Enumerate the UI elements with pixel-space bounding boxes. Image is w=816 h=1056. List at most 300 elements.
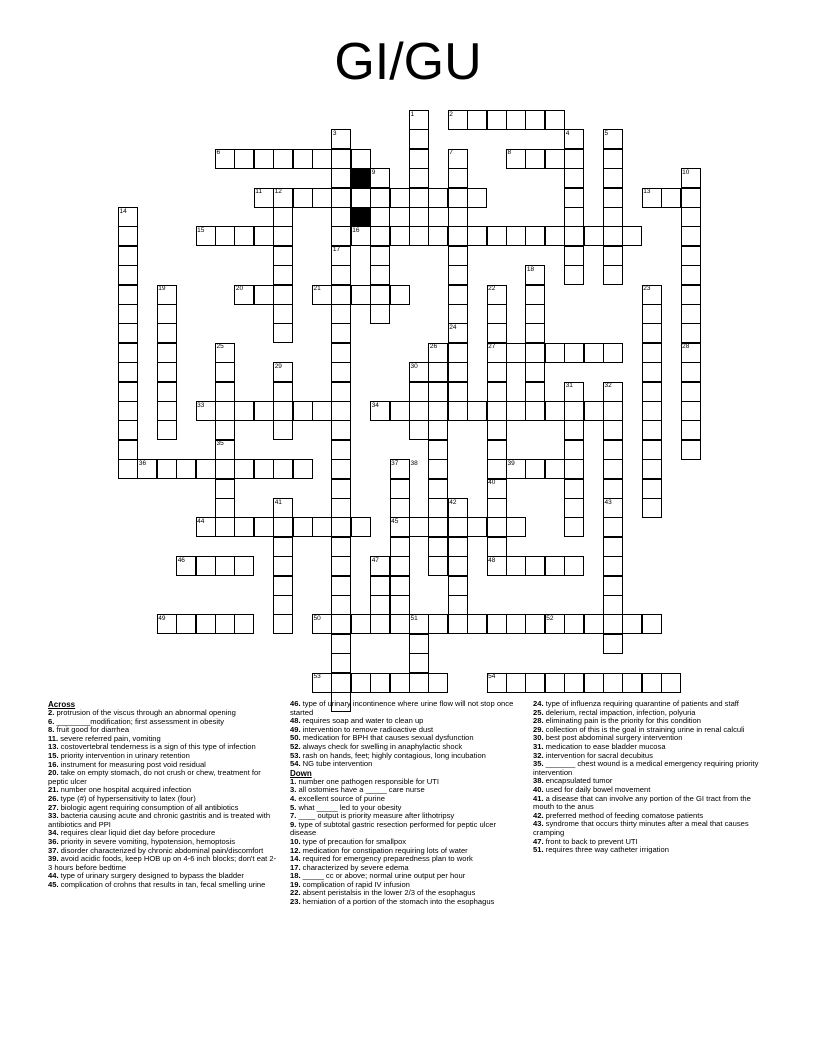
grid-cell[interactable] (137, 459, 157, 479)
grid-cell[interactable] (506, 517, 526, 537)
grid-cell[interactable] (525, 343, 545, 363)
grid-cell[interactable] (312, 188, 332, 208)
grid-cell[interactable] (622, 673, 642, 693)
grid-cell[interactable] (564, 517, 584, 537)
grid-cell[interactable] (409, 362, 429, 382)
grid-cell[interactable] (428, 673, 448, 693)
grid-cell[interactable] (603, 382, 623, 402)
grid-cell[interactable] (525, 401, 545, 421)
grid-cell[interactable] (642, 382, 662, 402)
grid-cell[interactable] (351, 285, 371, 305)
grid-cell[interactable] (564, 673, 584, 693)
grid-cell[interactable] (409, 420, 429, 440)
grid-cell[interactable] (603, 673, 623, 693)
grid-cell[interactable] (370, 265, 390, 285)
grid-cell[interactable] (293, 188, 313, 208)
grid-cell[interactable] (331, 556, 351, 576)
grid-cell[interactable] (234, 556, 254, 576)
grid-cell[interactable] (196, 517, 216, 537)
grid-cell[interactable] (428, 556, 448, 576)
grid-cell[interactable] (273, 362, 293, 382)
grid-cell[interactable] (642, 323, 662, 343)
grid-cell[interactable] (157, 285, 177, 305)
grid-cell[interactable] (273, 149, 293, 169)
grid-cell[interactable] (428, 226, 448, 246)
grid-cell[interactable] (564, 129, 584, 149)
grid-cell[interactable] (487, 420, 507, 440)
grid-cell[interactable] (351, 149, 371, 169)
grid-cell[interactable] (448, 285, 468, 305)
grid-cell[interactable] (487, 362, 507, 382)
grid-cell[interactable] (448, 207, 468, 227)
grid-cell[interactable] (545, 556, 565, 576)
grid-cell[interactable] (196, 459, 216, 479)
grid-cell[interactable] (215, 226, 235, 246)
grid-cell[interactable] (642, 440, 662, 460)
grid-cell[interactable] (293, 401, 313, 421)
grid-cell[interactable] (331, 498, 351, 518)
grid-cell[interactable] (564, 149, 584, 169)
grid-cell[interactable] (196, 401, 216, 421)
grid-cell[interactable] (603, 556, 623, 576)
grid-cell[interactable] (525, 304, 545, 324)
grid-cell[interactable] (273, 226, 293, 246)
grid-cell[interactable] (234, 226, 254, 246)
grid-cell[interactable] (681, 207, 701, 227)
grid-cell[interactable] (331, 343, 351, 363)
grid-cell[interactable] (331, 188, 351, 208)
grid-cell[interactable] (545, 110, 565, 130)
grid-cell[interactable] (564, 382, 584, 402)
grid-cell[interactable] (603, 188, 623, 208)
grid-cell[interactable] (370, 188, 390, 208)
grid-cell[interactable] (506, 226, 526, 246)
grid-cell[interactable] (428, 440, 448, 460)
grid-cell[interactable] (448, 401, 468, 421)
grid-cell[interactable] (487, 537, 507, 557)
grid-cell[interactable] (467, 401, 487, 421)
grid-cell[interactable] (564, 188, 584, 208)
grid-cell[interactable] (661, 673, 681, 693)
grid-cell[interactable] (448, 110, 468, 130)
grid-cell[interactable] (622, 226, 642, 246)
grid-cell[interactable] (331, 634, 351, 654)
grid-cell[interactable] (390, 498, 410, 518)
grid-cell[interactable] (642, 479, 662, 499)
grid-cell[interactable] (196, 226, 216, 246)
grid-cell[interactable] (467, 517, 487, 537)
grid-cell[interactable] (293, 517, 313, 537)
grid-cell[interactable] (331, 323, 351, 343)
grid-cell[interactable] (428, 188, 448, 208)
grid-cell[interactable] (273, 323, 293, 343)
grid-cell[interactable] (118, 323, 138, 343)
grid-cell[interactable] (603, 459, 623, 479)
grid-cell[interactable] (331, 653, 351, 673)
grid-cell[interactable] (487, 304, 507, 324)
grid-cell[interactable] (390, 401, 410, 421)
grid-cell[interactable] (273, 576, 293, 596)
grid-cell[interactable] (273, 401, 293, 421)
grid-cell[interactable] (254, 517, 274, 537)
grid-cell[interactable] (409, 517, 429, 537)
grid-cell[interactable] (312, 285, 332, 305)
grid-cell[interactable] (370, 226, 390, 246)
grid-cell[interactable] (370, 285, 390, 305)
grid-cell[interactable] (215, 459, 235, 479)
grid-cell[interactable] (448, 323, 468, 343)
grid-cell[interactable] (331, 362, 351, 382)
grid-cell[interactable] (157, 343, 177, 363)
grid-cell[interactable] (234, 517, 254, 537)
grid-cell[interactable] (448, 576, 468, 596)
grid-cell[interactable] (215, 498, 235, 518)
grid-cell[interactable] (331, 149, 351, 169)
grid-cell[interactable] (642, 304, 662, 324)
grid-cell[interactable] (312, 614, 332, 634)
grid-cell[interactable] (273, 246, 293, 266)
grid-cell[interactable] (428, 498, 448, 518)
grid-cell[interactable] (157, 401, 177, 421)
grid-cell[interactable] (545, 149, 565, 169)
grid-cell[interactable] (428, 459, 448, 479)
grid-cell[interactable] (254, 285, 274, 305)
grid-cell[interactable] (642, 401, 662, 421)
grid-cell[interactable] (603, 614, 623, 634)
grid-cell[interactable] (564, 401, 584, 421)
grid-cell[interactable] (584, 226, 604, 246)
grid-cell[interactable] (448, 226, 468, 246)
grid-cell[interactable] (564, 226, 584, 246)
grid-cell[interactable] (681, 343, 701, 363)
grid-cell[interactable] (487, 382, 507, 402)
grid-cell[interactable] (370, 304, 390, 324)
grid-cell[interactable] (428, 382, 448, 402)
grid-cell[interactable] (428, 420, 448, 440)
grid-cell[interactable] (448, 537, 468, 557)
grid-cell[interactable] (312, 149, 332, 169)
grid-cell[interactable] (603, 634, 623, 654)
grid-cell[interactable] (525, 323, 545, 343)
grid-cell[interactable] (390, 673, 410, 693)
grid-cell[interactable] (331, 207, 351, 227)
grid-cell[interactable] (351, 614, 371, 634)
grid-cell[interactable] (603, 343, 623, 363)
grid-cell[interactable] (564, 459, 584, 479)
grid-cell[interactable] (564, 479, 584, 499)
grid-cell[interactable] (506, 343, 526, 363)
grid-cell[interactable] (273, 517, 293, 537)
grid-cell[interactable] (215, 401, 235, 421)
grid-cell[interactable] (525, 149, 545, 169)
grid-cell[interactable] (584, 401, 604, 421)
grid-cell[interactable] (428, 614, 448, 634)
grid-cell[interactable] (370, 673, 390, 693)
grid-cell[interactable] (351, 188, 371, 208)
grid-cell[interactable] (254, 226, 274, 246)
grid-cell[interactable] (351, 673, 371, 693)
grid-cell[interactable] (390, 556, 410, 576)
grid-cell[interactable] (487, 440, 507, 460)
grid-cell[interactable] (506, 401, 526, 421)
grid-cell[interactable] (642, 498, 662, 518)
grid-cell[interactable] (312, 517, 332, 537)
grid-cell[interactable] (176, 459, 196, 479)
grid-cell[interactable] (118, 285, 138, 305)
grid-cell[interactable] (525, 265, 545, 285)
grid-cell[interactable] (506, 673, 526, 693)
grid-cell[interactable] (603, 401, 623, 421)
grid-cell[interactable] (506, 459, 526, 479)
grid-cell[interactable] (525, 226, 545, 246)
grid-cell[interactable] (390, 595, 410, 615)
grid-cell[interactable] (331, 168, 351, 188)
grid-cell[interactable] (487, 673, 507, 693)
grid-cell[interactable] (273, 382, 293, 402)
grid-cell[interactable] (545, 673, 565, 693)
grid-cell[interactable] (506, 110, 526, 130)
grid-cell[interactable] (176, 556, 196, 576)
grid-cell[interactable] (448, 498, 468, 518)
grid-cell[interactable] (681, 304, 701, 324)
grid-cell[interactable] (234, 459, 254, 479)
grid-cell[interactable] (409, 188, 429, 208)
grid-cell[interactable] (331, 517, 351, 537)
grid-cell[interactable] (273, 614, 293, 634)
grid-cell[interactable] (564, 207, 584, 227)
grid-cell[interactable] (622, 614, 642, 634)
grid-cell[interactable] (564, 556, 584, 576)
grid-cell[interactable] (642, 188, 662, 208)
grid-cell[interactable] (409, 382, 429, 402)
grid-cell[interactable] (448, 246, 468, 266)
grid-cell[interactable] (681, 401, 701, 421)
grid-cell[interactable] (603, 498, 623, 518)
grid-cell[interactable] (390, 537, 410, 557)
grid-cell[interactable] (564, 440, 584, 460)
grid-cell[interactable] (331, 614, 351, 634)
grid-cell[interactable] (409, 401, 429, 421)
grid-cell[interactable] (603, 420, 623, 440)
grid-cell[interactable] (448, 382, 468, 402)
grid-cell[interactable] (254, 401, 274, 421)
grid-cell[interactable] (584, 614, 604, 634)
grid-cell[interactable] (467, 110, 487, 130)
grid-cell[interactable] (487, 285, 507, 305)
grid-cell[interactable] (661, 188, 681, 208)
grid-cell[interactable] (525, 285, 545, 305)
grid-cell[interactable] (545, 614, 565, 634)
grid-cell[interactable] (681, 226, 701, 246)
grid-cell[interactable] (157, 323, 177, 343)
grid-cell[interactable] (331, 246, 351, 266)
grid-cell[interactable] (428, 362, 448, 382)
grid-cell[interactable] (254, 149, 274, 169)
grid-cell[interactable] (331, 440, 351, 460)
grid-cell[interactable] (157, 459, 177, 479)
grid-cell[interactable] (545, 343, 565, 363)
grid-cell[interactable] (215, 149, 235, 169)
grid-cell[interactable] (642, 362, 662, 382)
grid-cell[interactable] (370, 556, 390, 576)
grid-cell[interactable] (409, 653, 429, 673)
grid-cell[interactable] (448, 595, 468, 615)
grid-cell[interactable] (118, 382, 138, 402)
grid-cell[interactable] (603, 265, 623, 285)
grid-cell[interactable] (331, 479, 351, 499)
grid-cell[interactable] (603, 576, 623, 596)
grid-cell[interactable] (351, 226, 371, 246)
grid-cell[interactable] (545, 226, 565, 246)
grid-cell[interactable] (312, 401, 332, 421)
grid-cell[interactable] (487, 498, 507, 518)
grid-cell[interactable] (370, 595, 390, 615)
grid-cell[interactable] (215, 343, 235, 363)
grid-cell[interactable] (642, 285, 662, 305)
grid-cell[interactable] (603, 207, 623, 227)
grid-cell[interactable] (448, 304, 468, 324)
grid-cell[interactable] (331, 401, 351, 421)
grid-cell[interactable] (234, 149, 254, 169)
grid-cell[interactable] (331, 576, 351, 596)
grid-cell[interactable] (448, 517, 468, 537)
grid-cell[interactable] (642, 420, 662, 440)
grid-cell[interactable] (196, 556, 216, 576)
grid-cell[interactable] (525, 556, 545, 576)
grid-cell[interactable] (293, 459, 313, 479)
grid-cell[interactable] (409, 673, 429, 693)
grid-cell[interactable] (603, 168, 623, 188)
grid-cell[interactable] (681, 168, 701, 188)
grid-cell[interactable] (525, 382, 545, 402)
grid-cell[interactable] (331, 420, 351, 440)
grid-cell[interactable] (331, 673, 351, 693)
grid-cell[interactable] (118, 265, 138, 285)
grid-cell[interactable] (331, 226, 351, 246)
grid-cell[interactable] (487, 479, 507, 499)
grid-cell[interactable] (681, 323, 701, 343)
grid-cell[interactable] (681, 440, 701, 460)
grid-cell[interactable] (390, 479, 410, 499)
grid-cell[interactable] (642, 459, 662, 479)
grid-cell[interactable] (331, 382, 351, 402)
grid-cell[interactable] (467, 226, 487, 246)
grid-cell[interactable] (215, 479, 235, 499)
grid-cell[interactable] (370, 401, 390, 421)
grid-cell[interactable] (157, 614, 177, 634)
grid-cell[interactable] (157, 382, 177, 402)
grid-cell[interactable] (681, 246, 701, 266)
grid-cell[interactable] (118, 226, 138, 246)
grid-cell[interactable] (584, 673, 604, 693)
grid-cell[interactable] (390, 614, 410, 634)
grid-cell[interactable] (370, 614, 390, 634)
grid-cell[interactable] (331, 265, 351, 285)
grid-cell[interactable] (564, 614, 584, 634)
grid-cell[interactable] (428, 343, 448, 363)
grid-cell[interactable] (273, 537, 293, 557)
grid-cell[interactable] (215, 362, 235, 382)
grid-cell[interactable] (525, 614, 545, 634)
grid-cell[interactable] (118, 246, 138, 266)
grid-cell[interactable] (603, 537, 623, 557)
grid-cell[interactable] (331, 304, 351, 324)
grid-cell[interactable] (487, 459, 507, 479)
grid-cell[interactable] (487, 343, 507, 363)
grid-cell[interactable] (642, 614, 662, 634)
grid-cell[interactable] (448, 556, 468, 576)
grid-cell[interactable] (273, 285, 293, 305)
grid-cell[interactable] (312, 673, 332, 693)
grid-cell[interactable] (157, 362, 177, 382)
grid-cell[interactable] (487, 401, 507, 421)
grid-cell[interactable] (331, 129, 351, 149)
grid-cell[interactable] (331, 459, 351, 479)
grid-cell[interactable] (487, 110, 507, 130)
grid-cell[interactable] (448, 149, 468, 169)
grid-cell[interactable] (370, 246, 390, 266)
grid-cell[interactable] (118, 459, 138, 479)
grid-cell[interactable] (487, 614, 507, 634)
grid-cell[interactable] (215, 517, 235, 537)
grid-cell[interactable] (273, 265, 293, 285)
grid-cell[interactable] (273, 207, 293, 227)
grid-cell[interactable] (506, 556, 526, 576)
grid-cell[interactable] (254, 188, 274, 208)
grid-cell[interactable] (370, 207, 390, 227)
grid-cell[interactable] (448, 265, 468, 285)
grid-cell[interactable] (331, 537, 351, 557)
grid-cell[interactable] (409, 168, 429, 188)
grid-cell[interactable] (428, 537, 448, 557)
grid-cell[interactable] (215, 614, 235, 634)
grid-cell[interactable] (351, 517, 371, 537)
grid-cell[interactable] (273, 304, 293, 324)
grid-cell[interactable] (273, 595, 293, 615)
grid-cell[interactable] (448, 168, 468, 188)
grid-cell[interactable] (603, 226, 623, 246)
grid-cell[interactable] (215, 440, 235, 460)
grid-cell[interactable] (428, 479, 448, 499)
grid-cell[interactable] (525, 362, 545, 382)
grid-cell[interactable] (157, 304, 177, 324)
grid-cell[interactable] (118, 440, 138, 460)
grid-cell[interactable] (545, 459, 565, 479)
grid-cell[interactable] (506, 149, 526, 169)
grid-cell[interactable] (118, 362, 138, 382)
grid-cell[interactable] (273, 498, 293, 518)
grid-cell[interactable] (118, 207, 138, 227)
grid-cell[interactable] (390, 459, 410, 479)
grid-cell[interactable] (603, 129, 623, 149)
grid-cell[interactable] (564, 265, 584, 285)
grid-cell[interactable] (487, 556, 507, 576)
grid-cell[interactable] (681, 420, 701, 440)
grid-cell[interactable] (564, 343, 584, 363)
grid-cell[interactable] (196, 614, 216, 634)
grid-cell[interactable] (603, 440, 623, 460)
grid-cell[interactable] (293, 149, 313, 169)
grid-cell[interactable] (390, 188, 410, 208)
grid-cell[interactable] (564, 420, 584, 440)
grid-cell[interactable] (681, 265, 701, 285)
grid-cell[interactable] (409, 129, 429, 149)
grid-cell[interactable] (409, 149, 429, 169)
grid-cell[interactable] (564, 498, 584, 518)
grid-cell[interactable] (525, 110, 545, 130)
grid-cell[interactable] (681, 285, 701, 305)
grid-cell[interactable] (448, 343, 468, 363)
